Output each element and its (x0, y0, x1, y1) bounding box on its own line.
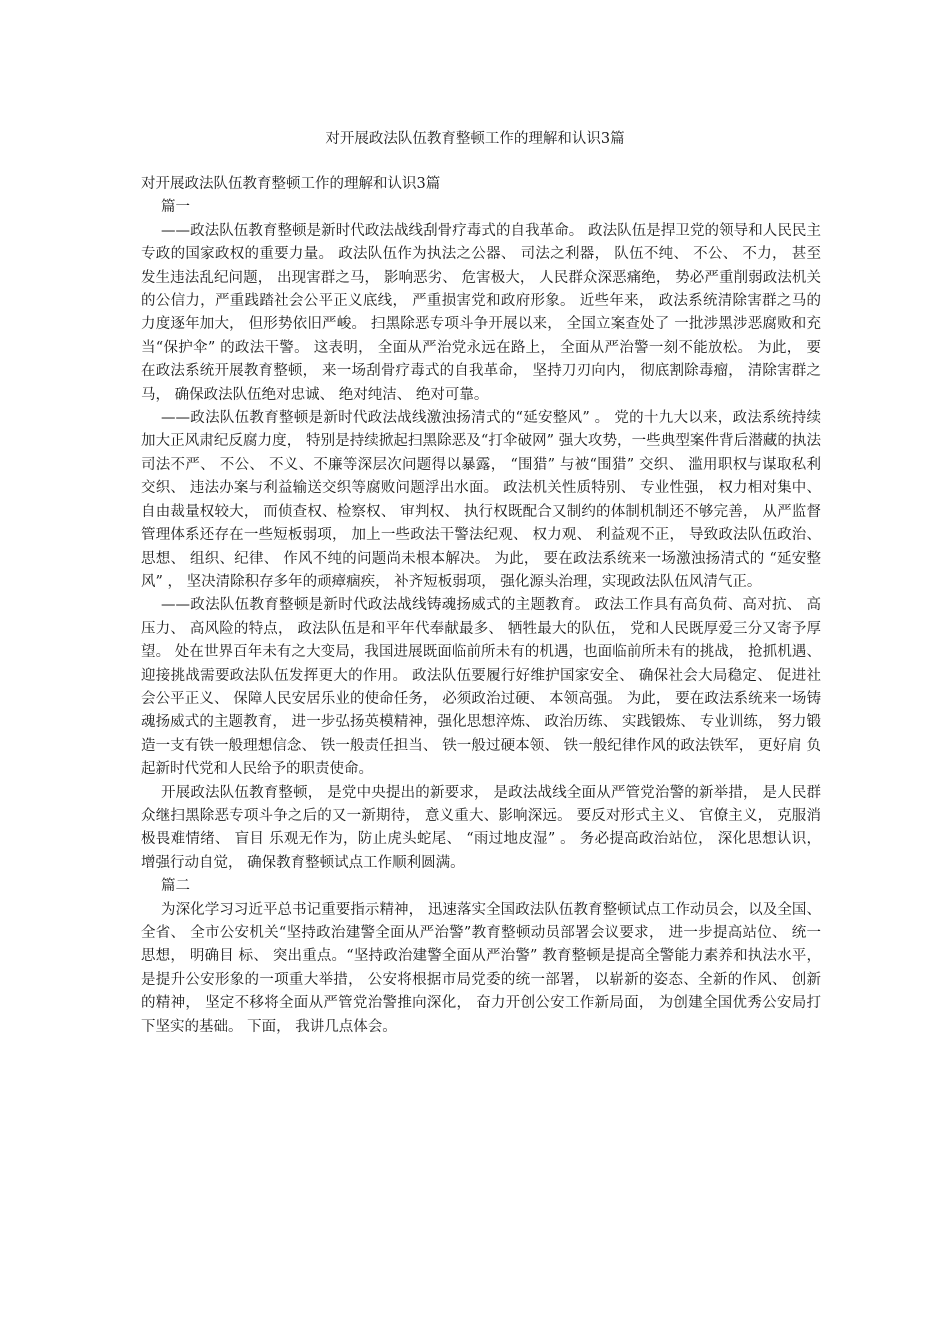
paragraph-1: ——政法队伍教育整顿是新时代政法战线刮骨疗毒式的自我革命。 政法队伍是捍卫党的领导和人民民主专政的国家政权的重要力量。 政法队伍作为执法之公器、 司法之利器， 队伍不纯、 不公、 不力， 甚至发生违法乱纪问题， 出现害群之马， 影响恶劣、 危害极大， 人民群众深恶痛绝， 势必严重削弱政法机关的公信力，严重践踏社会公平正义底线， 严重损害党和政府形象。 近些年来， 政法系统清除害群之马的力度逐年加大， 但形势依旧严峻。 扫黑除恶专项斗争开展以来， 全国立案查处了 一批涉黑涉恶腐败和充当“保护伞” 的政法干警。 这表明， 全面从严治党永远在路上， 全面从严治警一刻不能放松。 为此， 要在政法系统开展教育整顿， 来一场刮骨疗毒式的自我革命， 坚持刀刃向内， 彻底割除毒瘤， 清除害群之马， 确保政法队伍绝对忠诚、 绝对纯洁、 绝对可靠。 (141, 222, 821, 403)
paragraph-5: 为深化学习习近平总书记重要指示精神， 迅速落实全国政法队伍教育整顿试点工作动员会，以及全国、 全省、 全市公安机关“坚持政治建警全面从严治警”教育整顿动员部署会议要求， 进一步提高站位、 统一思想， 明确目 标、 突出重点。“坚持政治建警全面从严治警” 教育整顿是提高全警能力素养和执法水平， 是提升公安形象的一项重大举措， 公安将根据市局党委的统一部署， 以崭新的姿态、全新的作风、 创新的精神， 坚定不移将全面从严管党治警推向深化， 奋力开创公安工作新局面， 为创建全国优秀公安局打下坚实的基础。 下面， 我讲几点体会。 (141, 901, 821, 1035)
document-body (141, 173, 821, 1039)
section-label-2: 篇二 (161, 878, 190, 895)
paragraph-3: ——政法队伍教育整顿是新时代政法战线铸魂扬威式的主题教育。 政法工作具有高负荷、高对抗、 高压力、 高风险的特点， 政法队伍是和平年代奉献最多、 牺牲最大的队伍， 党和人民既厚爱三分又寄予厚望。 处在世界百年未有之大变局，我国进展既面临前所未有的机遇，也面临前所未有的挑战， 抢抓机遇、 迎接挑战需要政法队伍发挥更大的作用。 政法队伍要履行好维护国家安全、 确保社会大局稳定、 促进社会公平正义、 保障人民安居乐业的使命任务， 必须政治过硬、 本领高强。 为此， 要在政法系统来一场铸魂扬威式的主题教育， 进一步弘扬英模精神，强化思想淬炼、 政治历练、 实践锻炼、 专业训练， 努力锻造一支有铁一般理想信念、 铁一般责任担当、 铁一般过硬本领、 铁一般纪律作风的政法铁军， 更好肩 负起新时代党和人民给予的职责使命。 (141, 597, 821, 778)
page-title: 对开展政法队伍教育整顿工作的理解和认识3篇 (325, 131, 625, 147)
section-label-1: 篇一 (161, 199, 190, 216)
paragraph-4: 开展政法队伍教育整顿， 是党中央提出的新要求， 是政法战线全面从严管党治警的新举措， 是人民群众继扫黑除恶专项斗争之后的又一新期待， 意义重大、影响深远。 要反对形式主义、 官僚主义， 克服消极畏难情绪、 盲目 乐观无作为，防止虎头蛇尾、 “雨过地皮湿” 。 务必提高政治站位， 深化思想认识， 增强行动自觉， 确保教育整顿试点工作顺利圆满。 (141, 784, 821, 871)
paragraph-2: ——政法队伍教育整顿是新时代政法战线激浊扬清式的“延安整风” 。 党的十九大以来，政法系统持续加大正风肃纪反腐力度， 特别是持续掀起扫黑除恶及“打伞破网” 强大攻势，一些典型案件背后潜藏的执法司法不严、 不公、 不义、不廉等深层次问题得以暴露， “围猎” 与被“围猎” 交织、 滥用职权与谋取私利交织、 违法办案与利益输送交织等腐败问题浮出水面。 政法机关性质特别、 专业性强， 权力相对集中、 自由裁量权较大， 而侦查权、检察权、 审判权、 执行权既配合又制约的体制机制还不够完善， 从严监督管理体系还存在一些短板弱项， 加上一些政法干警法纪观、 权力观、 利益观不正， 导致政法队伍政治、 思想、 组织、纪律、 作风不纯的问题尚未根本解决。 为此， 要在政法系统来一场激浊扬清式的 “延安整风” ， 坚决清除积存多年的顽瘴痼疾， 补齐短板弱项， 强化源头治理，实现政法队伍风清气正。 (141, 410, 821, 590)
document-heading: 对开展政法队伍教育整顿工作的理解和认识3篇 (141, 176, 441, 192)
